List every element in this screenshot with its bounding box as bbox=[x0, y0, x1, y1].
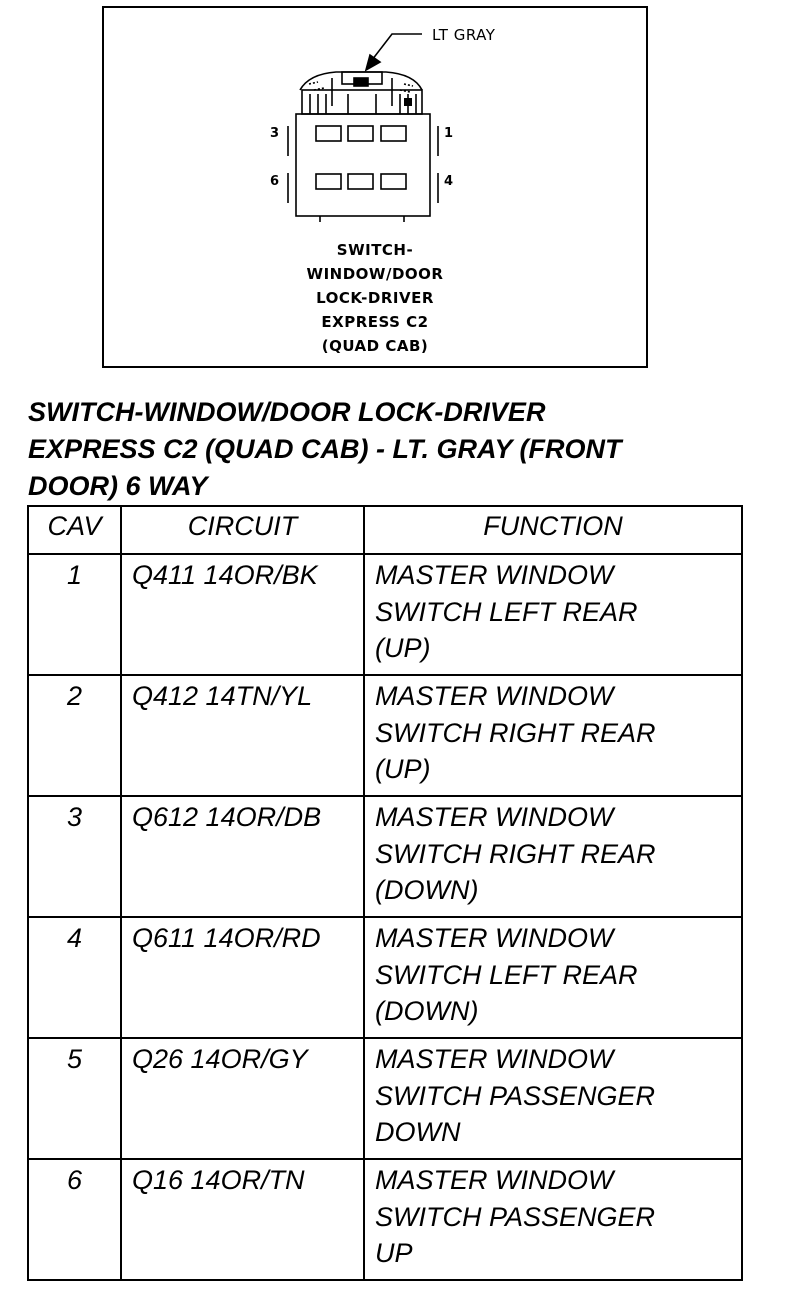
cav-cell: 5 bbox=[28, 1038, 121, 1159]
circuit-cell: Q411 14OR/BK bbox=[121, 554, 364, 675]
function-line: MASTER WINDOW bbox=[375, 560, 614, 590]
function-line: MASTER WINDOW bbox=[375, 923, 614, 953]
function-line: UP bbox=[375, 1238, 413, 1268]
function-line: (DOWN) bbox=[375, 996, 479, 1026]
caption-line: EXPRESS C2 bbox=[321, 313, 429, 331]
table-row bbox=[28, 554, 742, 675]
cav-cell: 4 bbox=[28, 917, 121, 1038]
caption-line: LOCK-DRIVER bbox=[316, 289, 434, 307]
table-row bbox=[28, 1038, 742, 1159]
table-row bbox=[28, 796, 742, 917]
function-line: MASTER WINDOW bbox=[375, 802, 614, 832]
function-cell bbox=[364, 796, 742, 917]
title-line: EXPRESS C2 (QUAD CAB) - LT. GRAY (FRONT bbox=[28, 434, 622, 464]
circuit-cell: Q612 14OR/DB bbox=[121, 796, 364, 917]
function-line: (DOWN) bbox=[375, 875, 479, 905]
wire-color-label: LT GRAY bbox=[432, 26, 496, 44]
function-line: SWITCH LEFT REAR bbox=[375, 596, 638, 627]
diagram-caption bbox=[104, 238, 646, 358]
function-line: MASTER WINDOW bbox=[375, 681, 614, 711]
function-line: SWITCH RIGHT REAR bbox=[375, 838, 656, 869]
cav-cell: 6 bbox=[28, 1159, 121, 1280]
function-line: SWITCH PASSENGER bbox=[375, 1201, 656, 1232]
function-cell bbox=[364, 917, 742, 1038]
caption-line: SWITCH- bbox=[336, 241, 414, 259]
pinout-table bbox=[27, 505, 743, 1281]
table-row bbox=[28, 675, 742, 796]
function-line: SWITCH PASSENGER bbox=[375, 1080, 656, 1111]
pin-label-1: 1 bbox=[444, 126, 454, 141]
function-line: MASTER WINDOW bbox=[375, 1044, 614, 1074]
circuit-cell: Q16 14OR/TN bbox=[121, 1159, 364, 1280]
function-line: DOWN bbox=[375, 1117, 461, 1147]
pin-label-3: 3 bbox=[270, 126, 280, 141]
table-row bbox=[28, 917, 742, 1038]
header-cav: CAV bbox=[28, 506, 121, 554]
function-line: SWITCH LEFT REAR bbox=[375, 959, 638, 990]
function-line: (UP) bbox=[375, 633, 431, 663]
pin-label-6: 6 bbox=[270, 174, 280, 189]
function-line: MASTER WINDOW bbox=[375, 1165, 614, 1195]
function-cell bbox=[364, 1038, 742, 1159]
connector-title bbox=[28, 394, 748, 505]
caption-line: (QUAD CAB) bbox=[321, 337, 429, 355]
function-cell bbox=[364, 675, 742, 796]
caption-line: WINDOW/DOOR bbox=[306, 265, 444, 283]
cav-cell: 1 bbox=[28, 554, 121, 675]
circuit-cell: Q26 14OR/GY bbox=[121, 1038, 364, 1159]
cav-cell: 3 bbox=[28, 796, 121, 917]
table-header-row bbox=[28, 506, 742, 554]
title-line: DOOR) 6 WAY bbox=[28, 471, 208, 501]
header-function: FUNCTION bbox=[364, 506, 742, 554]
function-line: (UP) bbox=[375, 754, 431, 784]
header-circuit: CIRCUIT bbox=[121, 506, 364, 554]
cav-cell: 2 bbox=[28, 675, 121, 796]
function-line: SWITCH RIGHT REAR bbox=[375, 717, 656, 748]
circuit-cell: Q412 14TN/YL bbox=[121, 675, 364, 796]
function-cell bbox=[364, 1159, 742, 1280]
table-row bbox=[28, 1159, 742, 1280]
function-cell bbox=[364, 554, 742, 675]
title-line: SWITCH-WINDOW/DOOR LOCK-DRIVER bbox=[28, 397, 546, 427]
pin-label-4: 4 bbox=[444, 174, 454, 189]
circuit-cell: Q611 14OR/RD bbox=[121, 917, 364, 1038]
connector-diagram bbox=[102, 6, 648, 368]
